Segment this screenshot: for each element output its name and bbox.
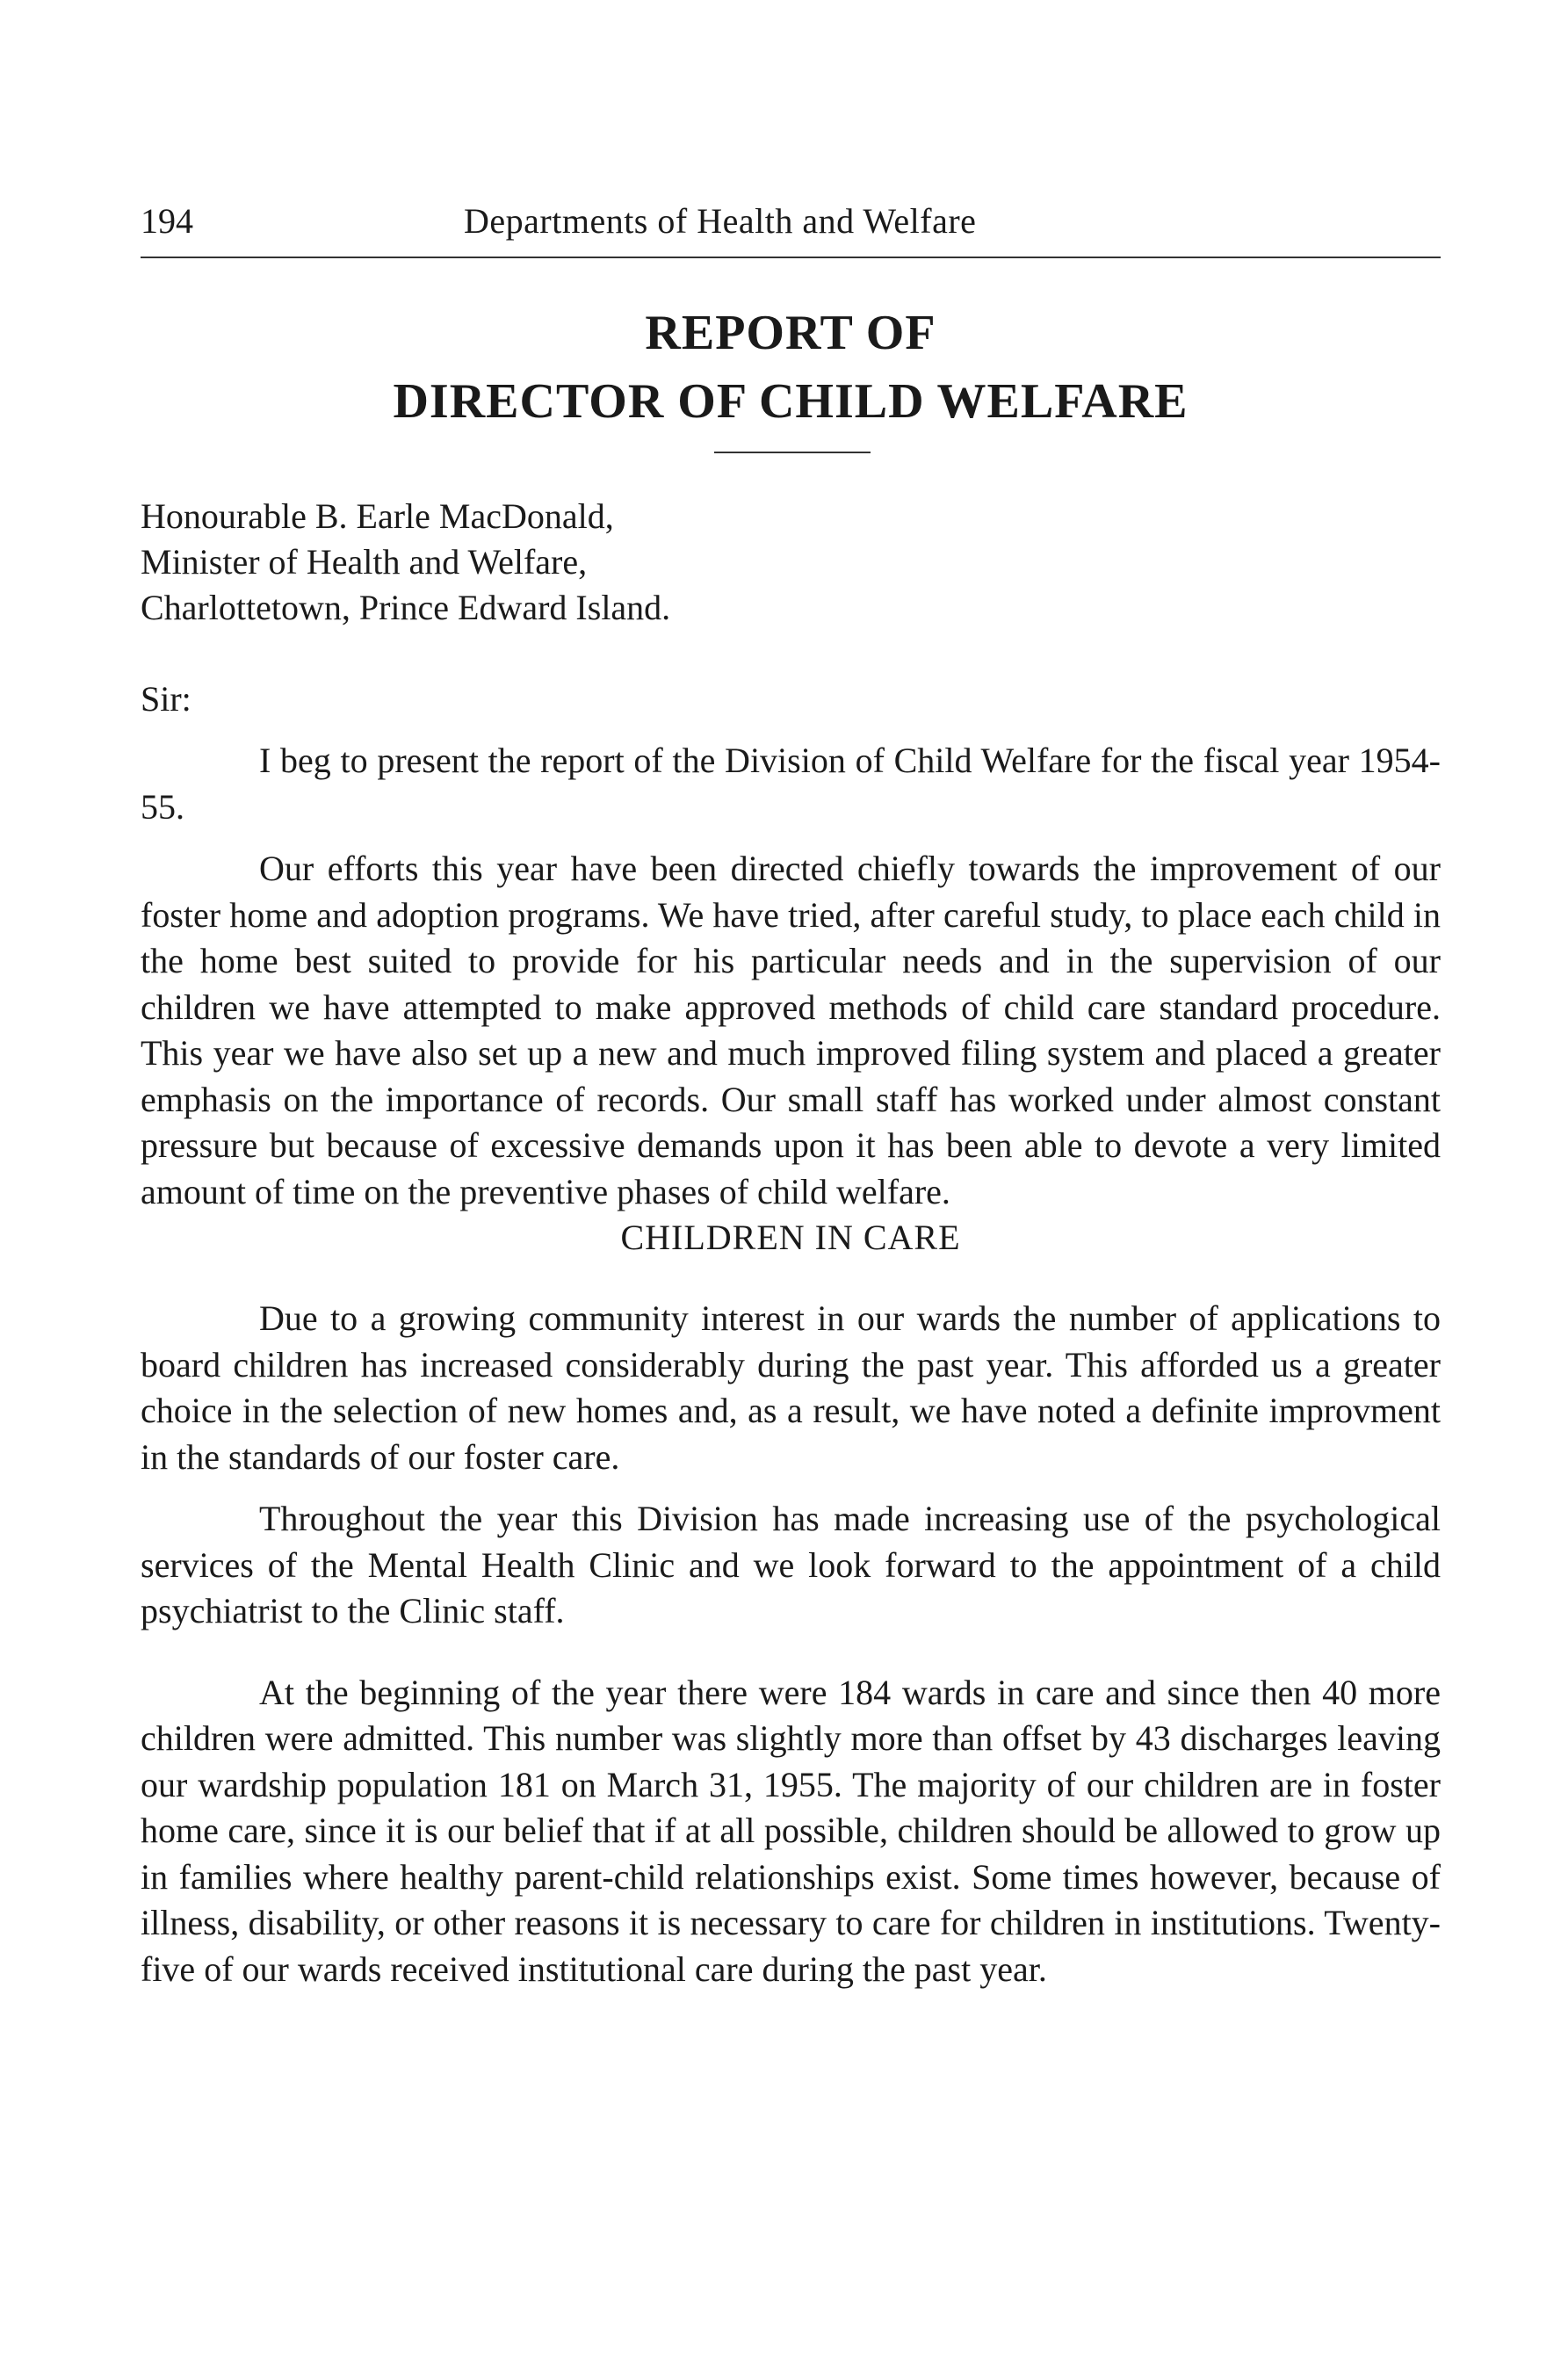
paragraph-section-3: At the beginning of the year there were 184 wards in care and since then 40 more children were admitted. This number was slightly more than offset by 43 discharges leaving our wardship population 181 on March 31, 1955. The majority of our children are in foster home care, since it is our belief that if at all possible, children should be allowed to grow up in families where healthy parent-child relationships exist. Some times however, because of illness, disability, or other reasons it is necessary to care for children in institutions. Twenty-five of our wards received institutional care during the past year. <box>141 1672 1441 1989</box>
address-line-1: Honourable B. Earle MacDonald, <box>141 496 614 536</box>
section-heading: CHILDREN IN CARE <box>620 1218 961 1257</box>
address-line-3: Charlottetown, Prince Edward Island. <box>141 588 671 627</box>
title-rule <box>714 452 871 453</box>
report-title-line-2: DIRECTOR OF CHILD WELFARE <box>393 374 1189 429</box>
paragraph-section-1: Due to a growing community interest in our wards the number of applications to board children has increased considerably during the past year. This afforded us a greater choice in the selection of new homes and, as a result, we have noted a definite improvment in the standards of our foster care. <box>141 1298 1441 1477</box>
address-block <box>141 494 670 631</box>
report-title-line-1: REPORT OF <box>645 306 936 360</box>
paragraph-intro-2: Our efforts this year have been directed chiefly towards the improvement of our foster home and adoption programs. We have tried, after careful study, to place each child in the home best suited to provide for his particular needs and in the supervision of our children we have attempted to make approved methods of child care standard procedure. This year we have also set up a new and much improved filing system and placed a greater emphasis on the importance of records. Our small staff has worked under almost constant pressure but because of excessive demands upon it has been able to devote a very limited amount of time on the preventive phases of child welfare. <box>141 849 1441 1211</box>
salutation: Sir: <box>141 679 191 719</box>
header-rule <box>141 257 1441 258</box>
running-header <box>141 200 1441 253</box>
report-title <box>141 299 1441 436</box>
report-body <box>141 738 1441 2008</box>
page-number: 194 <box>141 201 193 241</box>
running-title: Departments of Health and Welfare <box>464 201 977 241</box>
address-line-2: Minister of Health and Welfare, <box>141 542 588 582</box>
paragraph-section-2: Throughout the year this Division has made increasing use of the psychological services of the Mental Health Clinic and we look forward to the appointment of a child psychiatrist to the Clinic staff. <box>141 1499 1441 1630</box>
paragraph-intro-1: I beg to present the report of the Division of Child Welfare for the fiscal year 1954-55. <box>141 741 1441 827</box>
